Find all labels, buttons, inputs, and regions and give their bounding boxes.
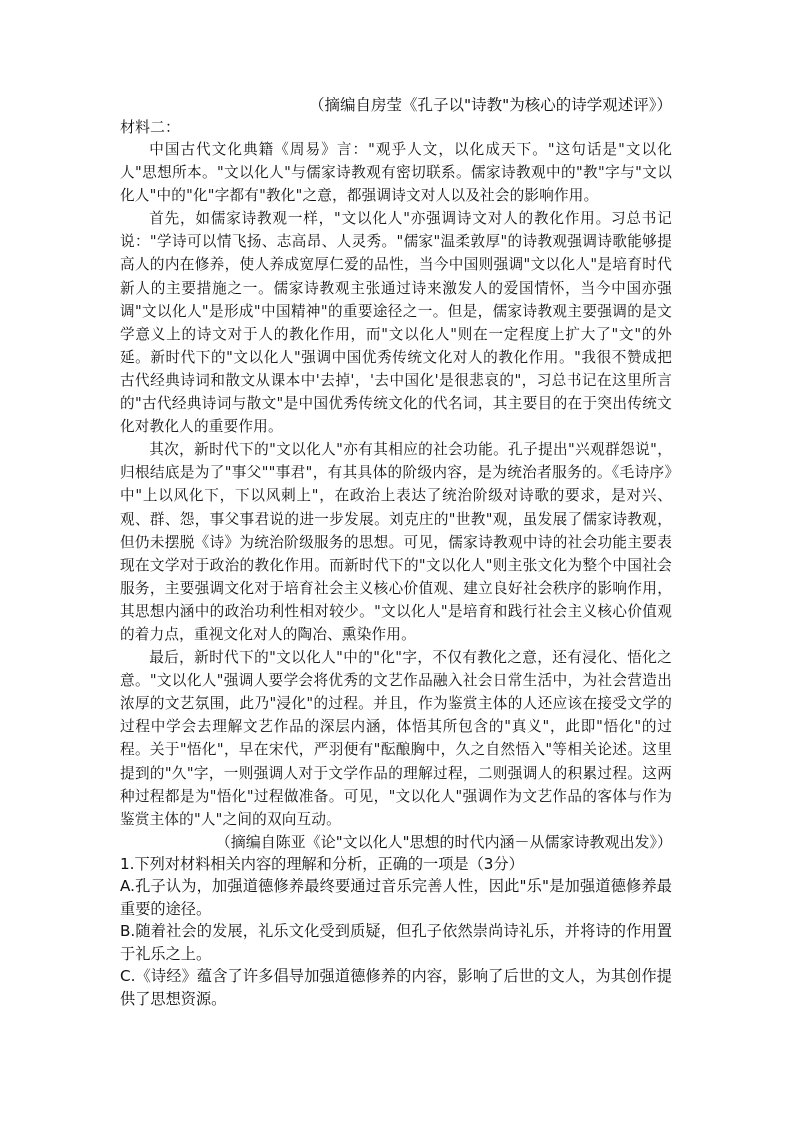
option-a: A.孔子认为，加强道德修养最终要通过音乐完善人性，因此"乐"是加强道德修养最重要的途径。 bbox=[120, 877, 672, 918]
paragraph: 最后，新时代下的"文以化人"中的"化"字，不仅有教化之意，还有浸化、悟化之意。"文以化人"强调人要学会将优秀的文艺作品融入社会日常生活中，为社会营造出浓厚的文艺氛围，此乃"浸化"的过程。并且，作为鉴赏主体的人还应该在接受文学的过程中学会去理解文艺作品的深层内涵，体悟其所包含的"真义"，此即"悟化"的过程。关于"悟化"，早在宋代，严羽便有"酝酿胸中，久之自然悟入"等相关论述。这里提到的"久"字，一则强调人对于文学作品的理解过程，二则强调人的积累过程。这两种过程都是为"悟化"过程做准备。可见，"文以化人"强调作为文艺作品的客体与作为鉴赏主体的"人"之间的双向互动。 bbox=[120, 649, 672, 828]
question-stem: 1.下列对材料相关内容的理解和分析，正确的一项是（3分） bbox=[120, 854, 524, 873]
document-page bbox=[120, 94, 672, 1010]
source-citation-bottom: （摘编自陈亚《论"文以化人"思想的时代内涵－从儒家诗教观出发》） bbox=[215, 832, 672, 851]
source-citation-top: （摘编自房莹《孔子以"诗教"为核心的诗学观述评》） bbox=[308, 96, 672, 114]
option-c: C.《诗经》蕴含了许多倡导加强道德修养的内容，影响了后世的文人，为其创作提供了思想资源。 bbox=[120, 967, 672, 1008]
option-b: B.随着社会的发展，礼乐文化受到质疑，但孔子依然崇尚诗礼乐，并将诗的作用置于礼乐之上。 bbox=[120, 922, 672, 963]
paragraph: 其次，新时代下的"文以化人"亦有其相应的社会功能。孔子提出"兴观群怨说"，归根结底是为了"事父""事君"，有其具体的阶级内容，是为统治者服务的。《毛诗序》中"上以风化下，下以风刺上"，在政治上表达了统治阶级对诗歌的要求，是对兴、观、群、怨，事父事君说的进一步发展。刘克庄的"世教"观，虽发展了儒家诗教观，但仍未摆脱《诗》为统治阶级服务的思想。可见，儒家诗教观中诗的社会功能主要表现在文学对于政治的教化作用。而新时代下的"文以化人"则主张文化为整个中国社会服务，主要强调文化对于培育社会主义核心价值观、建立良好社会秩序的影响作用，其思想内涵中的政治功利性相对较少。"文以化人"是培育和践行社会主义核心价值观的着力点，重视文化对人的陶冶、熏染作用。 bbox=[120, 441, 672, 643]
section-title: 材料二： bbox=[120, 118, 181, 136]
paragraph: 首先，如儒家诗教观一样，"文以化人"亦强调诗文对人的教化作用。习总书记说："学诗可以情飞扬、志高昂、人灵秀。"儒家"温柔敦厚"的诗教观强调诗歌能够提高人的内在修养，使人养成宽厚仁爱的品性，当今中国则强调"文以化人"是培育时代新人的主要措施之一。儒家诗教观主张通过诗来激发人的爱国情怀，当今中国亦强调"文以化人"是形成"中国精神"的重要途径之一。但是，儒家诗教观主要强调的是文学意义上的诗文对于人的教化作用，而"文以化人"则在一定程度上扩大了"文"的外延。新时代下的"文以化人"强调中国优秀传统文化对人的教化作用。"我很不赞成把古代经典诗词和散文从课本中'去掉'，'去中国化'是很悲哀的"，习总书记在这里所言的"古代经典诗词与散文"是中国优秀传统文化的代名词，其主要目的在于突出传统文化对教化人的重要作用。 bbox=[120, 210, 672, 436]
paragraph: 中国古代文化典籍《周易》言："观乎人文，以化成天下。"这句话是"文以化人"思想所本。"文以化人"与儒家诗教观有密切联系。儒家诗教观中的"教"字与"文以化人"中的"化"字都有"教化"之意，都强调诗文对人以及社会的影响作用。 bbox=[120, 141, 672, 205]
